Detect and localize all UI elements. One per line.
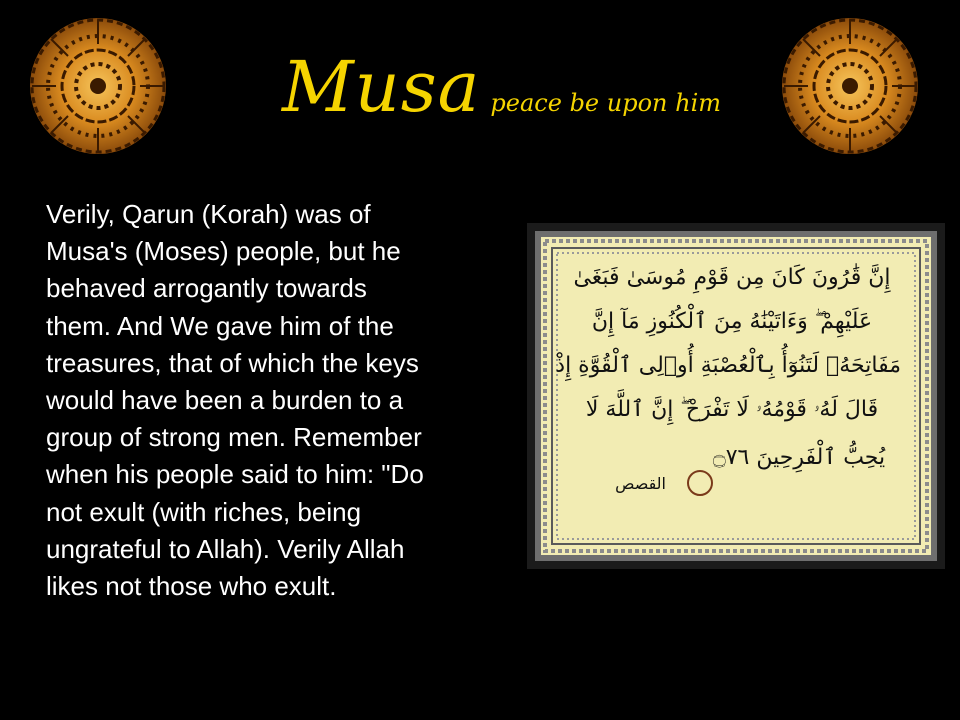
translation-line: treasures, that of which the keys [46,347,419,378]
translation-line: would have been a burden to a [46,385,404,416]
left-calligraphy-medallion-icon [28,16,168,156]
right-calligraphy-medallion-icon [780,16,920,156]
translation-line: likes not those who exult. [46,571,337,602]
arabic-verse-line: قَالَ لَهُۥ قَوْمُهُۥ لَا تَفْرَحْ ۖ إِنَّ ٱللَّهَ لَا [585,397,879,422]
arabic-verse-line: عَلَيْهِمْ ۖ وَءَاتَيْنَٰهُ مِنَ ٱلْكُنُوزِ مَآ إِنَّ [591,309,873,334]
translation-line: group of strong men. Remember [46,422,422,453]
arabic-verse-line: مَفَاتِحَهُۥ لَتَنُوٓأُ بِٱلْعُصْبَةِ أُو۟لِى ٱلْقُوَّةِ إِذْ [555,353,901,378]
verse-translation [46,196,526,605]
arabic-verse-line: يُحِبُّ ٱلْفَرِحِينَ ۝٧٦ [712,445,886,470]
slide-title [282,46,721,128]
title-subtitle: peace be upon him [490,89,722,117]
translation-line: Verily, Qarun (Korah) was of [46,199,371,229]
title-main: Musa [282,46,481,128]
translation-line: not exult (with riches, being [46,496,362,527]
translation-line: ungrateful to Allah). Verily Allah [46,533,405,564]
translation-line: them. And We gave him of the [46,310,394,341]
surah-name-label: القصص [615,474,666,493]
translation-line: when his people said to him: "Do [46,459,424,490]
translation-line: behaved arrogantly towards [46,273,367,304]
quran-verse-image [527,223,945,569]
arabic-verse-line: إِنَّ قَٰرُونَ كَانَ مِن قَوْمِ مُوسَىٰ فَبَغَىٰ [573,265,891,290]
translation-line: Musa's (Moses) people, but he [46,236,401,267]
